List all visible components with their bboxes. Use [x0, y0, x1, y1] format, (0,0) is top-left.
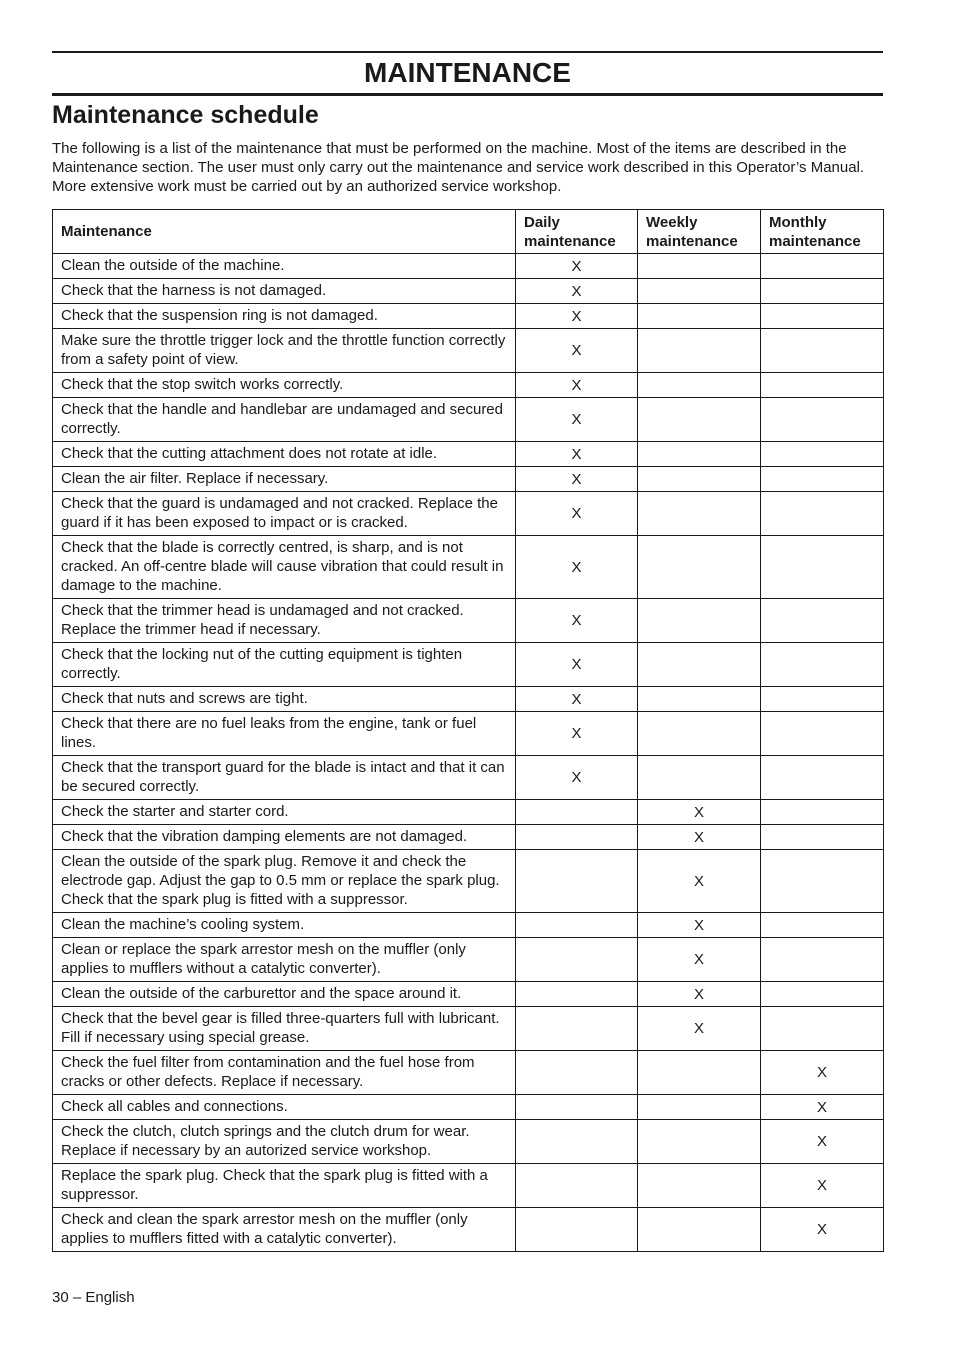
- daily-cell: X: [516, 536, 638, 599]
- weekly-cell: [638, 1051, 761, 1095]
- monthly-cell: [761, 982, 884, 1007]
- table-row: [53, 304, 884, 329]
- table-row: [53, 982, 884, 1007]
- table-row: [53, 1120, 884, 1164]
- daily-cell: X: [516, 373, 638, 398]
- daily-cell: X: [516, 467, 638, 492]
- daily-cell: X: [516, 329, 638, 373]
- monthly-cell: [761, 304, 884, 329]
- monthly-cell: [761, 442, 884, 467]
- header-bottom-rule: [52, 93, 883, 96]
- monthly-cell: [761, 938, 884, 982]
- daily-cell: [516, 938, 638, 982]
- monthly-cell: [761, 825, 884, 850]
- monthly-cell: [761, 599, 884, 643]
- table-row: [53, 756, 884, 800]
- task-cell: Check all cables and connections.: [53, 1095, 516, 1120]
- task-cell: Check that the guard is undamaged and not cracked. Replace the guard if it has been exposed to impact or is cracked.: [53, 492, 516, 536]
- daily-cell: [516, 1164, 638, 1208]
- table-row: [53, 467, 884, 492]
- page-footer: 30 – English: [52, 1289, 135, 1306]
- weekly-cell: X: [638, 982, 761, 1007]
- table-row: [53, 279, 884, 304]
- monthly-cell: [761, 643, 884, 687]
- header-monthly: Monthly maintenance: [761, 210, 884, 254]
- table-row: [53, 687, 884, 712]
- monthly-cell: [761, 279, 884, 304]
- weekly-cell: [638, 442, 761, 467]
- table-row: [53, 938, 884, 982]
- task-cell: Clean the outside of the spark plug. Remove it and check the electrode gap. Adjust the gap to 0.5 mm or replace the spark plug. Check that the spark plug is fitted with a suppressor.: [53, 850, 516, 913]
- task-cell: Clean the outside of the machine.: [53, 254, 516, 279]
- task-cell: Check that the harness is not damaged.: [53, 279, 516, 304]
- weekly-cell: [638, 712, 761, 756]
- table-row: [53, 254, 884, 279]
- table-row: [53, 850, 884, 913]
- weekly-cell: [638, 467, 761, 492]
- daily-cell: [516, 825, 638, 850]
- task-cell: Check that nuts and screws are tight.: [53, 687, 516, 712]
- table-body: [53, 254, 884, 1252]
- daily-cell: X: [516, 756, 638, 800]
- daily-cell: [516, 800, 638, 825]
- task-cell: Check that the vibration damping elements are not damaged.: [53, 825, 516, 850]
- table-row: [53, 492, 884, 536]
- task-cell: Check that the blade is correctly centred, is sharp, and is not cracked. An off-centre blade will cause vibration that could result in damage to the machine.: [53, 536, 516, 599]
- daily-cell: X: [516, 599, 638, 643]
- table-header-row: [53, 210, 884, 254]
- task-cell: Check that the transport guard for the blade is intact and that it can be secured correctly.: [53, 756, 516, 800]
- task-cell: Check and clean the spark arrestor mesh on the muffler (only applies to mufflers fitted with a catalytic converter).: [53, 1208, 516, 1252]
- daily-cell: [516, 1120, 638, 1164]
- monthly-cell: [761, 492, 884, 536]
- weekly-cell: [638, 599, 761, 643]
- table-row: [53, 1051, 884, 1095]
- daily-cell: X: [516, 442, 638, 467]
- table-row: [53, 536, 884, 599]
- monthly-cell: [761, 536, 884, 599]
- task-cell: Replace the spark plug. Check that the spark plug is fitted with a suppressor.: [53, 1164, 516, 1208]
- monthly-cell: [761, 398, 884, 442]
- task-cell: Check the starter and starter cord.: [53, 800, 516, 825]
- page-heading: Maintenance schedule: [52, 101, 319, 129]
- monthly-cell: [761, 467, 884, 492]
- weekly-cell: [638, 329, 761, 373]
- daily-cell: [516, 1095, 638, 1120]
- task-cell: Clean the air filter. Replace if necessary.: [53, 467, 516, 492]
- table-row: [53, 1208, 884, 1252]
- weekly-cell: [638, 687, 761, 712]
- monthly-cell: [761, 712, 884, 756]
- header-daily: Daily maintenance: [516, 210, 638, 254]
- daily-cell: [516, 913, 638, 938]
- monthly-cell: [761, 850, 884, 913]
- task-cell: Check the fuel filter from contamination and the fuel hose from cracks or other defects. Replace if necessary.: [53, 1051, 516, 1095]
- weekly-cell: [638, 536, 761, 599]
- monthly-cell: [761, 687, 884, 712]
- weekly-cell: X: [638, 913, 761, 938]
- table-row: [53, 398, 884, 442]
- monthly-cell: [761, 329, 884, 373]
- weekly-cell: [638, 1095, 761, 1120]
- table-row: [53, 712, 884, 756]
- daily-cell: X: [516, 492, 638, 536]
- table-row: [53, 599, 884, 643]
- task-cell: Check that the locking nut of the cutting equipment is tighten correctly.: [53, 643, 516, 687]
- table-row: [53, 1007, 884, 1051]
- intro-paragraph: The following is a list of the maintenance that must be performed on the machine. Most of the items are described in the Maintenance section. The user must only carry out the maintenance and service work described in this Operator’s Manual. More extensive work must be carried out by an authorized service workshop.: [52, 140, 865, 195]
- task-cell: Check that the suspension ring is not damaged.: [53, 304, 516, 329]
- task-cell: Make sure the throttle trigger lock and the throttle function correctly from a safety point of view.: [53, 329, 516, 373]
- daily-cell: X: [516, 687, 638, 712]
- table-row: [53, 373, 884, 398]
- weekly-cell: X: [638, 850, 761, 913]
- weekly-cell: [638, 643, 761, 687]
- table-row: [53, 800, 884, 825]
- monthly-cell: [761, 756, 884, 800]
- header-maintenance: Maintenance: [53, 210, 516, 254]
- daily-cell: X: [516, 279, 638, 304]
- weekly-cell: [638, 254, 761, 279]
- task-cell: Check that the handle and handlebar are undamaged and secured correctly.: [53, 398, 516, 442]
- table-row: [53, 442, 884, 467]
- task-cell: Check that the cutting attachment does not rotate at idle.: [53, 442, 516, 467]
- task-cell: Check that the trimmer head is undamaged and not cracked. Replace the trimmer head if necessary.: [53, 599, 516, 643]
- header-top-rule: [52, 51, 883, 53]
- table-row: [53, 825, 884, 850]
- weekly-cell: X: [638, 1007, 761, 1051]
- daily-cell: [516, 1051, 638, 1095]
- monthly-cell: X: [761, 1164, 884, 1208]
- daily-cell: X: [516, 254, 638, 279]
- weekly-cell: X: [638, 800, 761, 825]
- daily-cell: [516, 1007, 638, 1051]
- monthly-cell: X: [761, 1095, 884, 1120]
- monthly-cell: [761, 254, 884, 279]
- task-cell: Check that the stop switch works correctly.: [53, 373, 516, 398]
- weekly-cell: [638, 373, 761, 398]
- section-title: MAINTENANCE: [364, 57, 571, 88]
- monthly-cell: [761, 800, 884, 825]
- task-cell: Clean the outside of the carburettor and the space around it.: [53, 982, 516, 1007]
- task-cell: Clean or replace the spark arrestor mesh on the muffler (only applies to mufflers without a catalytic converter).: [53, 938, 516, 982]
- daily-cell: X: [516, 304, 638, 329]
- weekly-cell: [638, 398, 761, 442]
- weekly-cell: [638, 756, 761, 800]
- monthly-cell: [761, 1007, 884, 1051]
- daily-cell: X: [516, 398, 638, 442]
- task-cell: Check that there are no fuel leaks from the engine, tank or fuel lines.: [53, 712, 516, 756]
- weekly-cell: X: [638, 825, 761, 850]
- task-cell: Clean the machine’s cooling system.: [53, 913, 516, 938]
- table-row: [53, 1164, 884, 1208]
- daily-cell: [516, 850, 638, 913]
- daily-cell: [516, 982, 638, 1007]
- monthly-cell: X: [761, 1051, 884, 1095]
- monthly-cell: X: [761, 1120, 884, 1164]
- task-cell: Check that the bevel gear is filled three-quarters full with lubricant. Fill if necessary using special grease.: [53, 1007, 516, 1051]
- weekly-cell: [638, 1164, 761, 1208]
- table-row: [53, 1095, 884, 1120]
- weekly-cell: X: [638, 938, 761, 982]
- monthly-cell: [761, 913, 884, 938]
- table-row: [53, 913, 884, 938]
- weekly-cell: [638, 279, 761, 304]
- header-weekly: Weekly maintenance: [638, 210, 761, 254]
- table-row: [53, 643, 884, 687]
- weekly-cell: [638, 304, 761, 329]
- daily-cell: [516, 1208, 638, 1252]
- weekly-cell: [638, 1120, 761, 1164]
- maintenance-schedule-table: [52, 209, 884, 1252]
- daily-cell: X: [516, 643, 638, 687]
- table-row: [53, 329, 884, 373]
- monthly-cell: X: [761, 1208, 884, 1252]
- weekly-cell: [638, 492, 761, 536]
- task-cell: Check the clutch, clutch springs and the clutch drum for wear. Replace if necessary by an autorized service workshop.: [53, 1120, 516, 1164]
- weekly-cell: [638, 1208, 761, 1252]
- monthly-cell: [761, 373, 884, 398]
- daily-cell: X: [516, 712, 638, 756]
